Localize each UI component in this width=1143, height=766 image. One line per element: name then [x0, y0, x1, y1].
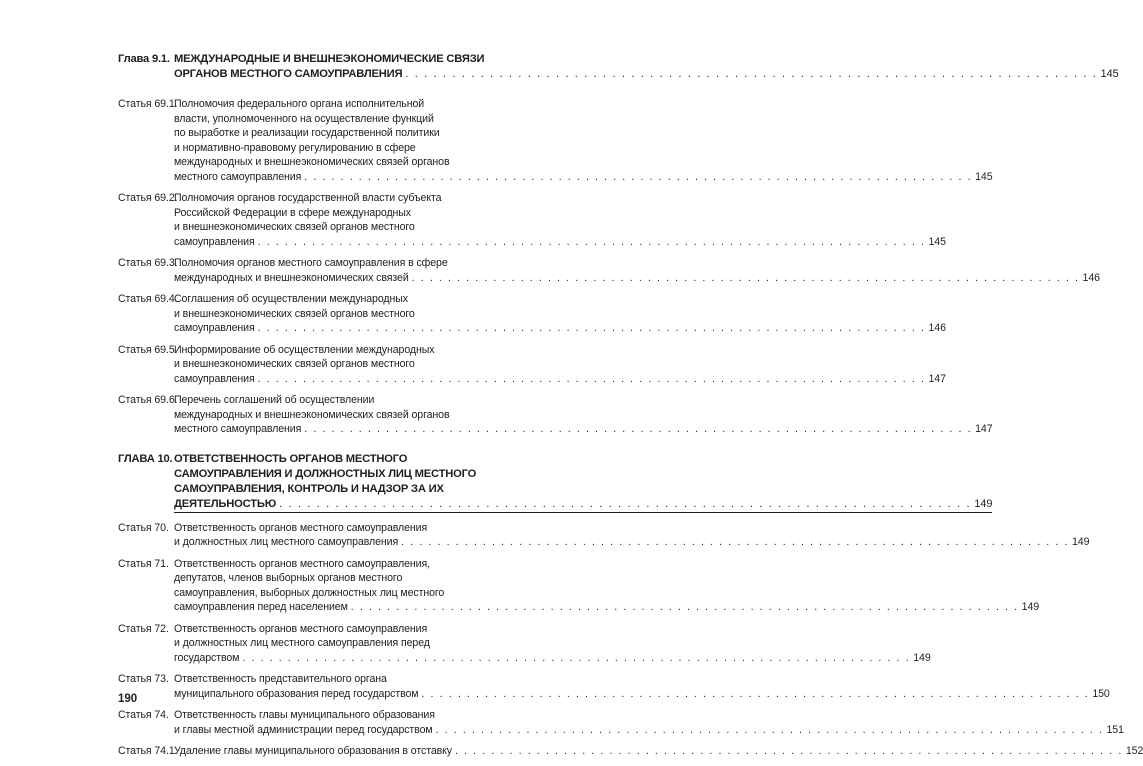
- toc-entry: [118, 256, 1100, 285]
- article-title: [174, 393, 993, 437]
- article-label: Статья 70.: [118, 521, 169, 534]
- article-title-line: и внешнеэкономических связей органов местного: [174, 307, 415, 320]
- article-title-line: государством: [174, 651, 240, 664]
- chapter-title-line: САМОУПРАВЛЕНИЯ, КОНТРОЛЬ И НАДЗОР ЗА ИХ: [174, 482, 444, 495]
- article-title: [174, 292, 946, 336]
- article-title-line: самоуправления: [174, 372, 255, 385]
- article-title-line: международных и внешнеэкономических связей: [174, 271, 409, 284]
- article-title: [174, 521, 1089, 550]
- article-title-line: депутатов, членов выборных органов местного: [174, 572, 403, 584]
- article-title: [174, 343, 946, 387]
- dot-leader: [255, 372, 929, 387]
- page-number: 190: [118, 693, 138, 705]
- article-title-last-line: [174, 321, 946, 336]
- article-label: Статья 72.: [118, 622, 169, 635]
- article-title-last-line: [174, 235, 946, 250]
- dot-leader: [255, 321, 929, 336]
- chapter-title-line: ДЕЯТЕЛЬНОСТЬЮ: [174, 497, 277, 510]
- article-label: Статья 71.: [118, 557, 169, 570]
- page-ref: 149: [913, 651, 931, 664]
- article-label: Статья 73.: [118, 673, 169, 685]
- dot-leader: [409, 271, 1083, 286]
- article-title: [174, 557, 1039, 615]
- article-label: Статья 69.6.: [118, 394, 178, 406]
- article-title-line: и главы местной администрации перед государством: [174, 723, 433, 736]
- article-title-line: Удаление главы муниципального образования в отставку: [174, 745, 452, 757]
- article-title: [174, 744, 1143, 759]
- page-ref: 146: [1082, 271, 1100, 284]
- article-title-line: Полномочия органов государственной власти субъекта: [174, 192, 442, 204]
- article-title-line: Перечень соглашений об осуществлении: [174, 394, 375, 406]
- article-title-line: самоуправления перед населением: [174, 601, 348, 613]
- article-title-line: муниципального образования перед государством: [174, 687, 419, 700]
- article-title-line: местного самоуправления: [174, 423, 302, 435]
- article-title-last-line: [174, 744, 1143, 759]
- dot-leader: [418, 687, 1092, 702]
- chapter-title-line: САМОУПРАВЛЕНИЯ И ДОЛЖНОСТНЫХ ЛИЦ МЕСТНОГО: [174, 467, 477, 480]
- toc-entry: [118, 708, 1124, 737]
- article-title-line: и должностных лиц местного самоуправления: [174, 536, 399, 548]
- page-ref: 146: [928, 322, 946, 334]
- toc-entry: [118, 521, 1090, 550]
- article-title-line: и внешнеэкономических связей органов местного: [174, 358, 415, 370]
- toc-entry: [118, 622, 931, 666]
- chapter-title-line: ОТВЕТСТВЕННОСТЬ ОРГАНОВ МЕСТНОГО: [174, 452, 408, 465]
- page-ref: 149: [1021, 601, 1040, 613]
- page-ref: 150: [1092, 687, 1110, 700]
- article-title-line: Ответственность органов местного самоуправления: [174, 622, 428, 635]
- article-title-line: самоуправления: [174, 322, 255, 334]
- article-title-last-line: [174, 723, 1124, 738]
- page-ref: 149: [974, 497, 993, 510]
- article-title-line: Ответственность органов местного самоуправления,: [174, 557, 430, 570]
- chapter-label: Глава 9.1.: [118, 53, 170, 65]
- page-ref: 149: [1072, 536, 1090, 548]
- chapter-title-line: МЕЖДУНАРОДНЫЕ И ВНЕШНЕЭКОНОМИЧЕСКИЕ СВЯЗИ: [174, 53, 485, 65]
- article-title: [174, 191, 946, 249]
- article-title: [174, 672, 1110, 701]
- dot-leader: [239, 651, 913, 666]
- article-title-line: Российской Федерации в сфере международных: [174, 206, 411, 219]
- article-label: Статья 74.1.: [118, 745, 178, 757]
- toc-entry: [118, 557, 1040, 615]
- article-title-line: Ответственность представительного органа: [174, 673, 387, 685]
- article-title-line: Ответственность главы муниципального образования: [174, 709, 435, 721]
- dot-leader: [402, 67, 1100, 82]
- chapter-title: [174, 452, 992, 513]
- article-title-last-line: [174, 271, 1100, 286]
- article-title-line: Информирование об осуществлении международных: [174, 343, 435, 356]
- page-ref: 145: [975, 170, 993, 183]
- article-title-line: Ответственность органов местного самоуправления: [174, 521, 428, 534]
- dot-leader: [276, 497, 974, 512]
- article-title-line: самоуправления: [174, 235, 255, 248]
- article-label: Статья 69.3.: [118, 257, 178, 269]
- article-label: Статья 74.: [118, 709, 169, 721]
- toc-entry: [118, 672, 1110, 701]
- article-title: [174, 622, 931, 666]
- chapter-10-heading: [118, 452, 993, 513]
- article-title-line: по выработке и реализации государственной политики: [174, 127, 440, 139]
- article-label: Статья 69.5.: [118, 343, 178, 356]
- article-title-last-line: [174, 687, 1110, 702]
- page-ref: 147: [975, 423, 993, 435]
- toc-entry: [118, 343, 946, 387]
- article-title-last-line: [174, 422, 993, 437]
- table-of-contents: [118, 52, 1143, 766]
- toc-entry: [118, 744, 1143, 759]
- article-title-last-line: [174, 651, 931, 666]
- toc-entry: [118, 292, 946, 336]
- article-title-line: Соглашения об осуществлении международных: [174, 293, 408, 305]
- article-title-line: Полномочия федерального органа исполнительной: [174, 98, 425, 110]
- article-label: Статья 69.4.: [118, 293, 178, 305]
- article-label: Статья 69.1.: [118, 98, 178, 110]
- chapter-label: ГЛАВА 10.: [118, 452, 173, 465]
- dot-leader: [301, 170, 975, 185]
- article-title: [174, 256, 1100, 285]
- article-title-line: и нормативно-правовому регулированию в сфере: [174, 141, 416, 154]
- page-ref: 152: [1125, 745, 1143, 757]
- toc-entry: [118, 97, 993, 184]
- article-title-last-line: [174, 600, 1039, 615]
- article-title-line: самоуправления, выборных должностных лиц местного: [174, 586, 445, 599]
- article-title-line: и должностных лиц местного самоуправления перед: [174, 637, 430, 649]
- dot-leader: [301, 422, 975, 437]
- chapter-9-1-heading: [118, 52, 1119, 82]
- dot-leader: [255, 235, 929, 250]
- article-title-line: и внешнеэкономических связей органов местного: [174, 221, 415, 233]
- chapter-title-line: ОРГАНОВ МЕСТНОГО САМОУПРАВЛЕНИЯ: [174, 68, 403, 80]
- toc-entry: [118, 393, 993, 437]
- page-ref: 147: [928, 372, 946, 385]
- article-title-last-line: [174, 535, 1089, 550]
- page-ref: 145: [1100, 68, 1119, 80]
- chapter-title: [174, 52, 1119, 82]
- article-title-line: Полномочия органов местного самоуправления в сфере: [174, 257, 448, 269]
- chapter-title-last-line: [174, 497, 992, 513]
- article-title-line: международных и внешнеэкономических связей органов: [174, 156, 450, 168]
- article-title-line: власти, уполномоченного на осуществление функций: [174, 112, 434, 125]
- toc-entry: [118, 191, 946, 249]
- article-label: Статья 69.2.: [118, 192, 178, 204]
- article-title-last-line: [174, 170, 993, 185]
- article-title-last-line: [174, 372, 946, 387]
- dot-leader: [433, 723, 1107, 738]
- article-title-line: местного самоуправления: [174, 170, 302, 183]
- page-ref: 151: [1106, 723, 1124, 736]
- dot-leader: [398, 535, 1072, 550]
- chapter-title-last-line: [174, 67, 1119, 82]
- dot-leader: [348, 600, 1022, 615]
- article-title: [174, 97, 993, 184]
- article-title-line: международных и внешнеэкономических связей органов: [174, 408, 450, 421]
- page-ref: 145: [928, 235, 946, 248]
- article-title: [174, 708, 1124, 737]
- dot-leader: [452, 744, 1126, 759]
